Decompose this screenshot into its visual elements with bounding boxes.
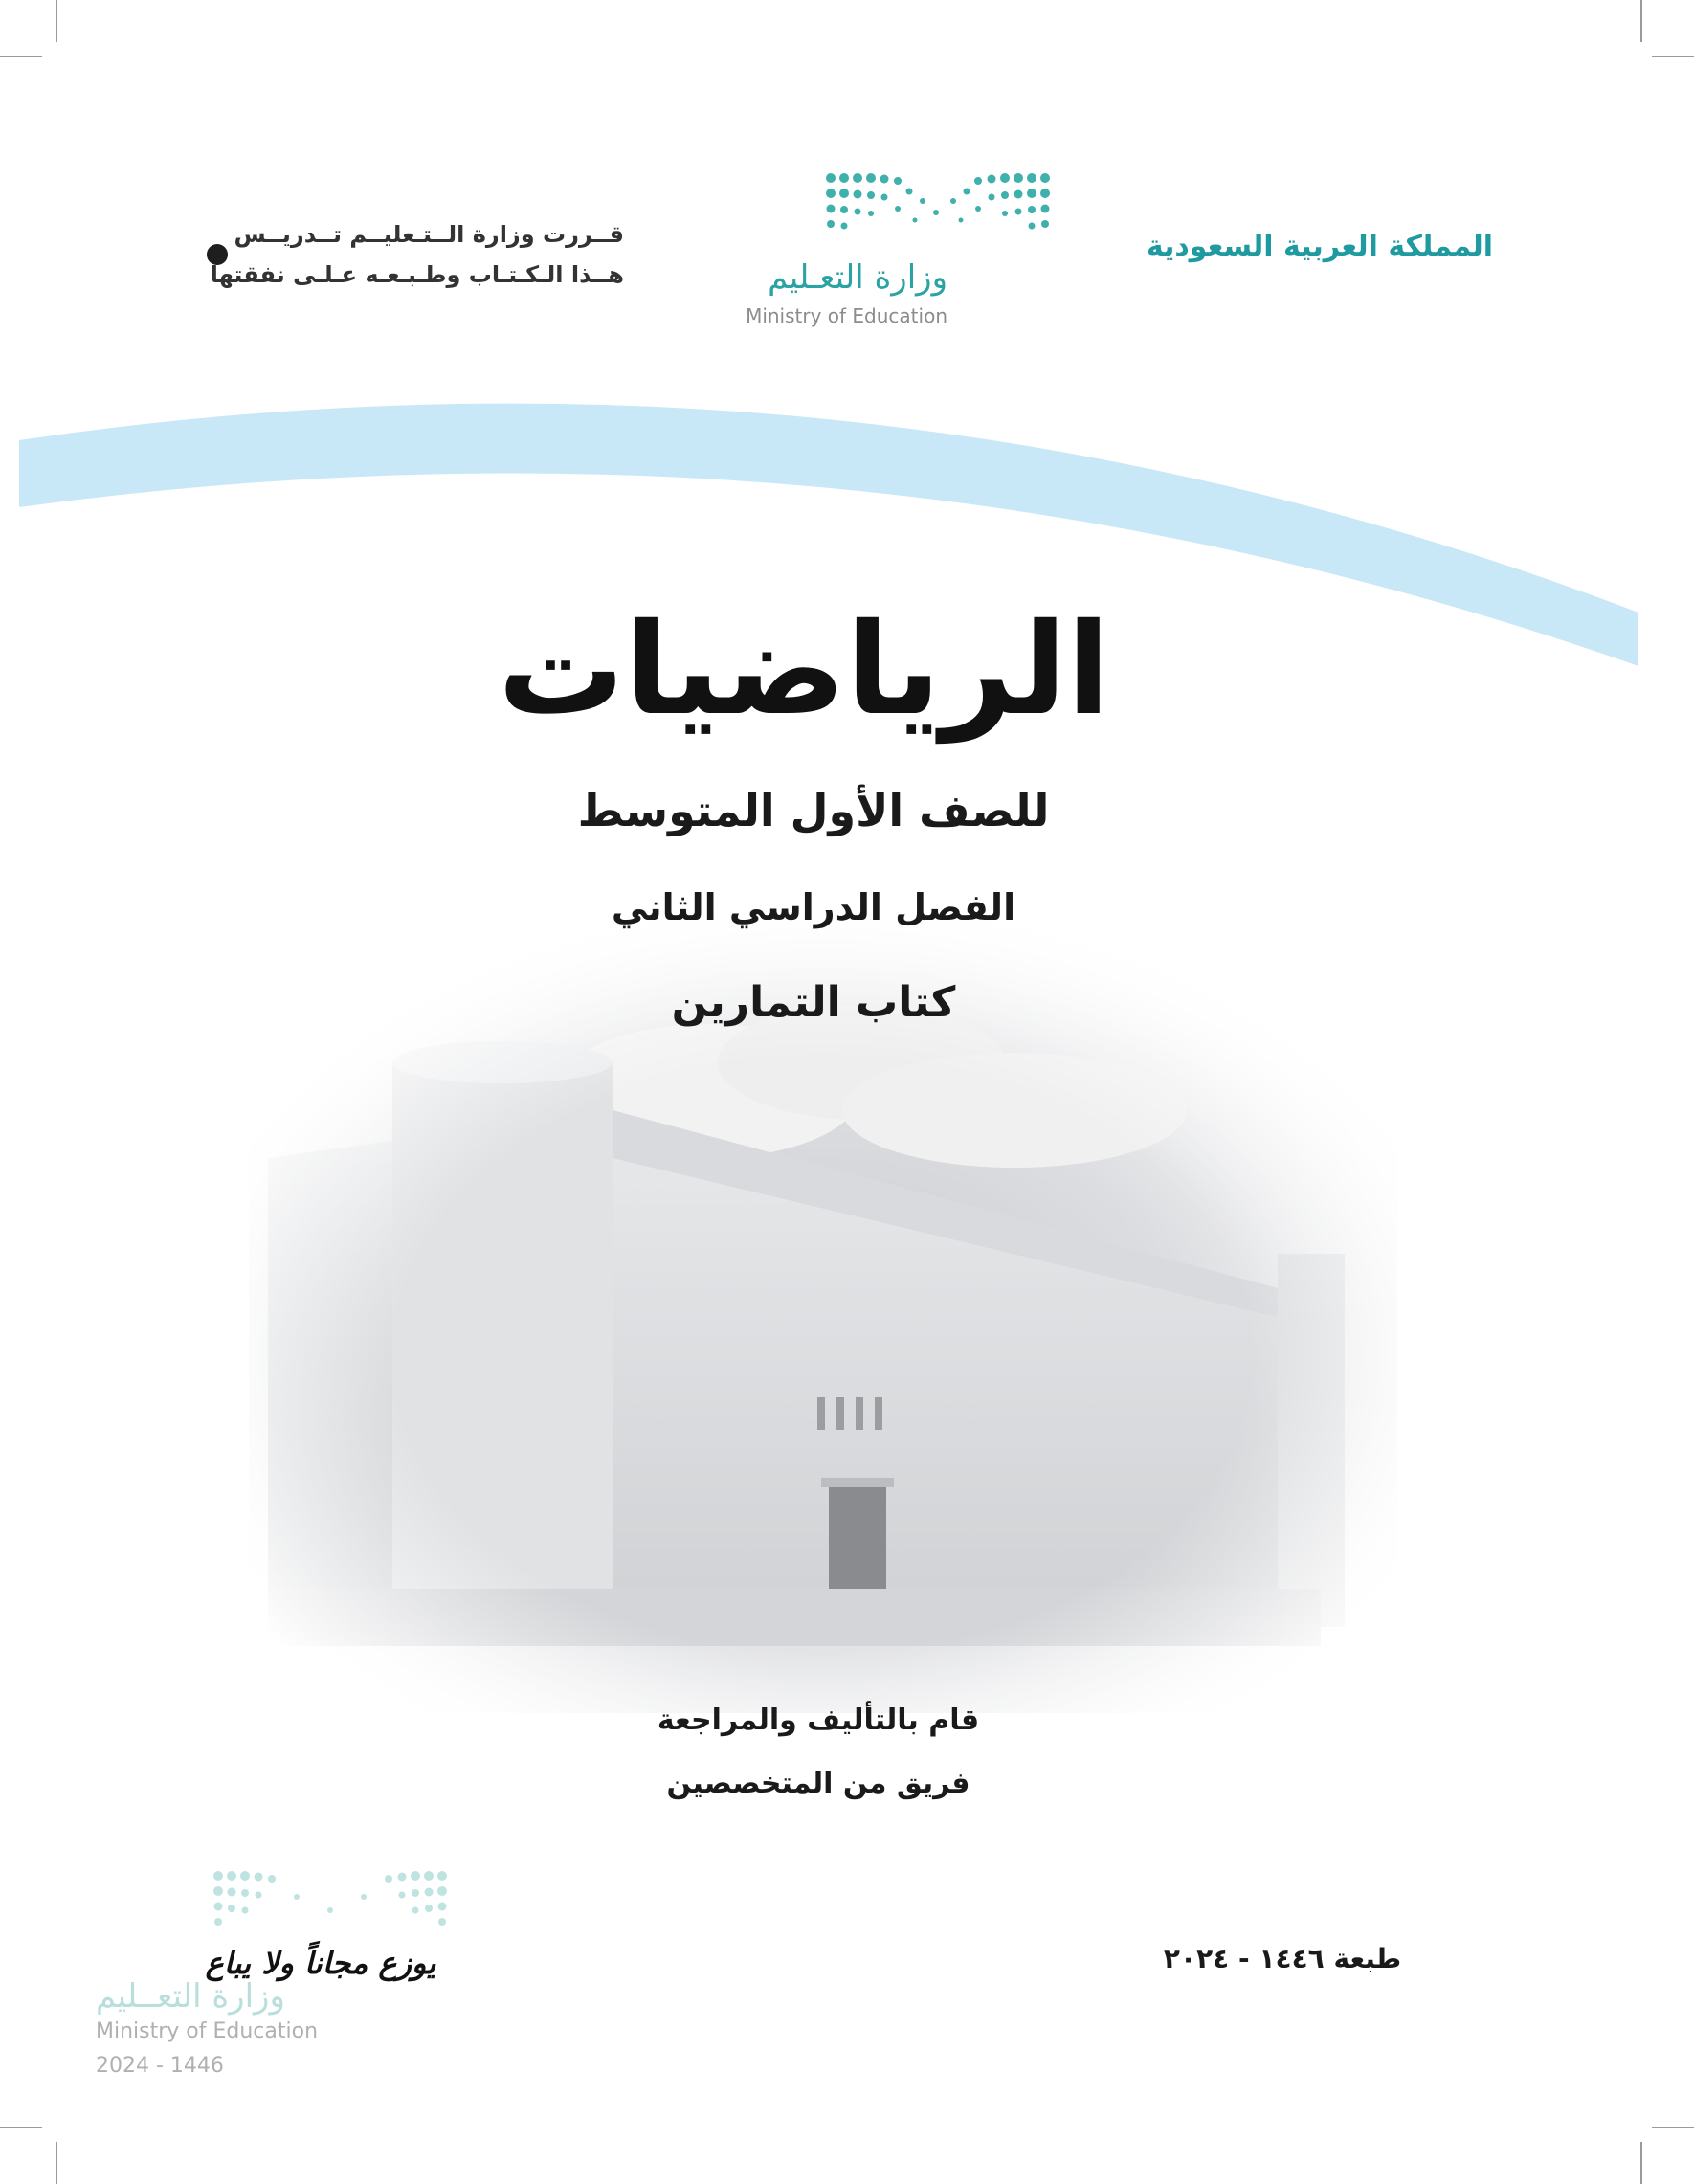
ministry-decree <box>210 214 624 295</box>
ministry-name-arabic: وزارة التعـليم <box>768 258 947 297</box>
decree-line-1: قــررت وزارة الــتـعليــم تــدريــس <box>234 221 624 248</box>
crop-mark <box>1652 2127 1694 2128</box>
crop-mark <box>0 56 42 57</box>
stamp-year: 2024 - 1446 <box>96 2054 224 2078</box>
crop-mark <box>1640 0 1642 42</box>
crop-mark <box>0 2127 42 2128</box>
authorship-line-1: قام بالتأليف والمراجعة <box>657 1704 980 1737</box>
decree-line-2: هــذا الـكـتـاب وطـبـعـه عـلـى نفقتها <box>210 261 624 288</box>
free-distribution-stamp: يوزع مجاناً ولا يباع <box>205 1945 436 1981</box>
authorship-line-2: فريق من المتخصصين <box>666 1767 970 1800</box>
book-type-subtitle: كتاب التمارين <box>671 978 956 1027</box>
fort-background-image <box>249 919 1397 1713</box>
ministry-name-english: Ministry of Education <box>746 304 947 327</box>
stamp-ministry-name-english: Ministry of Education <box>96 2019 319 2043</box>
stamp-ministry-name-arabic: وزارة التعــليم <box>96 1977 285 2016</box>
crop-mark <box>1652 56 1694 57</box>
ministry-logo-icon <box>823 170 1053 235</box>
semester-subtitle: الفصل الدراسي الثاني <box>611 886 1016 928</box>
kingdom-name: المملكة العربية السعودية <box>1146 230 1493 263</box>
ministry-stamp-logo-icon <box>211 1868 450 1935</box>
grade-subtitle: للصف الأول المتوسط <box>577 785 1050 836</box>
crop-mark <box>56 2142 57 2184</box>
book-title: الرياضيات <box>498 596 1110 744</box>
edition-label: طبعة ١٤٤٦ - ٢٠٢٤ <box>1163 1943 1402 1974</box>
crop-mark <box>1640 2142 1642 2184</box>
crop-mark <box>56 0 57 42</box>
